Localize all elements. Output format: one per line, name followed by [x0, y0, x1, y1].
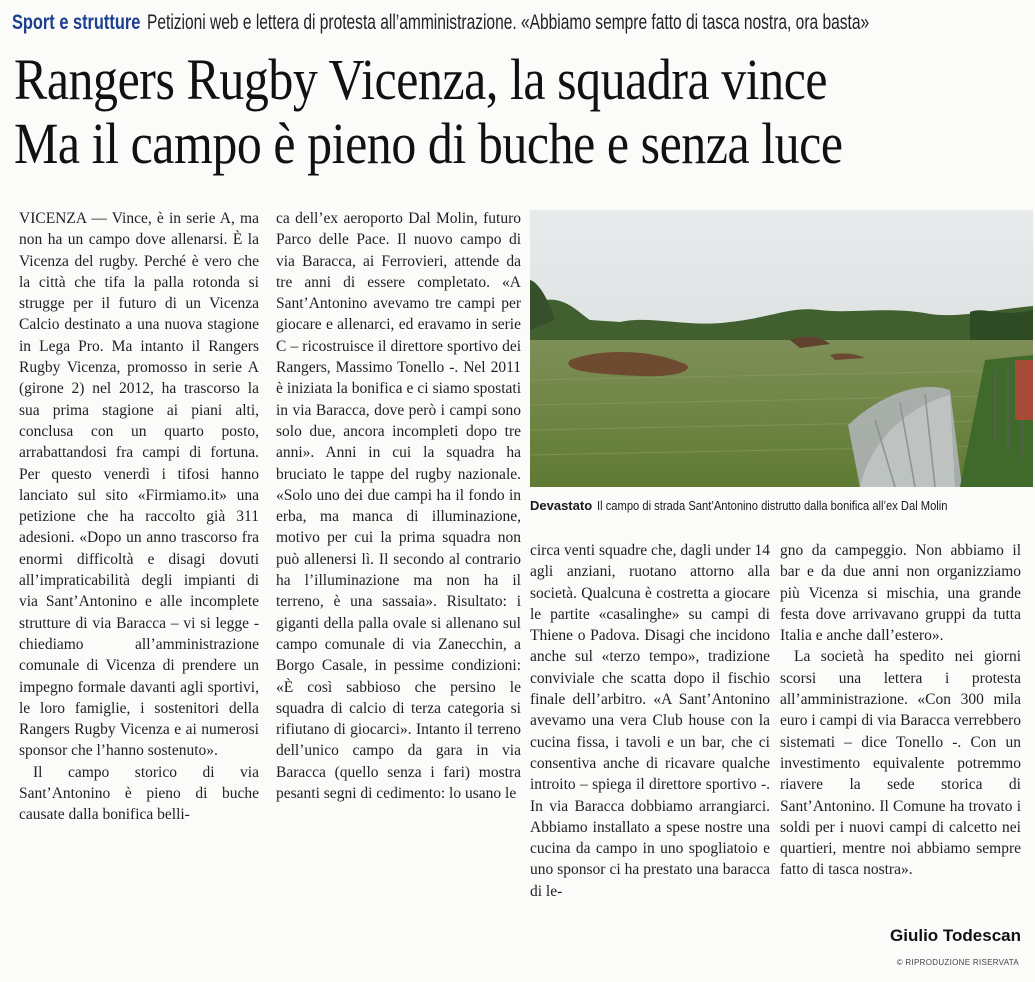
headline-line-1: Rangers Rugby Vicenza, la squadra vince: [14, 47, 828, 112]
caption-lead: Devastato: [530, 497, 593, 513]
photo-caption: [530, 492, 1033, 518]
headline-line-2: Ma il campo è pieno di buche e senza luce: [14, 111, 843, 176]
kicker-subtitle: Petizioni web e lettera di protesta all’amministrazione. «Abbiamo sempre fatto di tasca nostra, ora basta»: [146, 11, 869, 34]
paragraph: gno da campeggio. Non abbiamo il bar e da due anni non organizziamo più Vicenza si mischia, una grande festa dove arrivavano gruppi da tutta Italia e anche dall’estero».: [780, 542, 1021, 645]
field-photo-illustration: [530, 210, 1033, 487]
article-column-1: [19, 208, 259, 826]
copyright-notice: © RIPRODUZIONE RISERVATA: [896, 958, 1019, 967]
paragraph: VICENZA — Vince, è in serie A, ma non ha un campo dove allenarsi. È la Vicenza del rugby. Perché è vero che la città che tifa la palla rotonda si strugge per il futuro di un Vicenza Calcio destinato a una nuova stagione in Lega Pro. Ma intanto il Rangers Rugby Vicenza, promosso in serie A (girone 2) nel 2012, ha trascorso la sua prima stagione ai piani alti, conclusa con un quarto posto, arrabattandosi fra campi di fortuna. Per questo venerdì i tifosi hanno lanciato sul sito «Firmiamo.it» una petizione che ha raccolto già 311 adesioni. «Dopo un anno trascorso fra enormi difficoltà e disagi dovuti all’impraticabilità degli impianti di via Sant’Antonino e alle incomplete strutture di via Baracca – vi si legge - chiediamo all’amministrazione comunale di Vicenza di prendere un impegno formale davanti agli sportivi, le loro famiglie, i sostenitori della Rangers Rugby Vicenza e ai numerosi sponsor che l’hanno sostenuto».: [19, 210, 259, 760]
article-column-4: [780, 540, 1021, 881]
kicker: [12, 4, 1027, 42]
paragraph: ca dell’ex aeroporto Dal Molin, futuro Parco delle Pace. Il nuovo campo di via Baracca, ai Ferrovieri, attende da tre anni di essere completato. «A Sant’Antonino avevamo tre campi per giocare e allenarci, ed eravamo in serie C – ricostruisce il direttore sportivo dei Rangers, Massimo Tonello -. Nel 2011 è iniziata la bonifica e ci siamo spostati in via Baracca, dove però i campi sono solo due, ancora incompleti dopo tre anni». Anni in cui la squadra ha bruciato le tappe del rugby nazionale. «Solo uno dei due campi ha il fondo in erba, ma manca di illuminazione, motivo per cui la prima squadra non può allenersi lì. Il secondo al contrario ha l’illuminazione ma non ha il terreno, è una sassaia». Risultato: i giganti della palla ovale si allenano sul campo comunale di via Zanecchin, a Borgo Casale, in pessime condizioni: «È così sabbioso che persino le squadra di calcio di terza categoria si rifiutano di giocarci». Intanto il terreno dell’unico campo da gara in via Baracca (quello senza i fari) mostra pesanti segni di cedimento: lo usano le: [276, 210, 521, 803]
paragraph: Il campo storico di via Sant’Antonino è pieno di buche causate dalla bonifica belli-: [19, 763, 259, 824]
field-photo: [530, 210, 1033, 487]
paragraph: La società ha spedito nei giorni scorsi una lettera i protesta all’amministrazione. «Con 300 mila euro i campi di via Baracca verrebbero sistemati – dice Tonello -. Con un investimento equivalente potremmo riavere la sede storica di Sant’Antonino. Il Comune ha trovato i soldi per i nuovi campi di calcetto nei quartieri, mentre noi abbiamo sempre fatto di tasca nostra».: [780, 648, 1021, 879]
paragraph: circa venti squadre che, dagli under 14 agli anziani, ruotano attorno alla società. Qualcuna è costretta a giocare le partite «casalinghe» su campi di Thiene o Padova. Disagi che incidono anche sul «terzo tempo», tradizione conviviale che scatta dopo il fischio finale dell’arbitro. «A Sant’Antonino avevamo una vera Club house con la cucina fissa, i tavoli e un bar, che ci consentiva anche di ricavare qualche introito – spiega il direttore sportivo -. In via Baracca dobbiamo arrangiarci. Abbiamo installato a spese nostre una cucina da campo in uno spogliatoio e uno sponsor ci ha prestato una baracca di le-: [530, 542, 770, 900]
article-column-3: [530, 540, 770, 902]
section-label: Sport e strutture: [12, 11, 141, 34]
caption-text: Il campo di strada Sant’Antonino distrutto dalla bonifica all’ex Dal Molin: [597, 497, 948, 513]
article-column-2: [276, 208, 521, 804]
author-byline: Giulio Todescan: [890, 926, 1021, 945]
